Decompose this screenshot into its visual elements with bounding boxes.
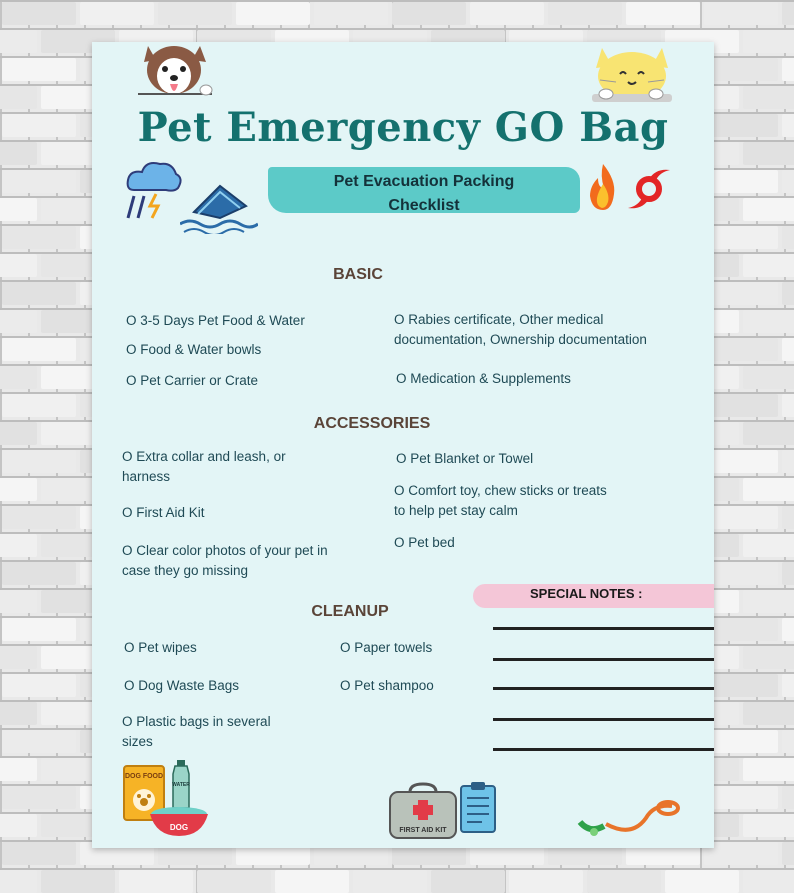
brick xyxy=(743,590,794,613)
brick xyxy=(704,506,778,529)
brick xyxy=(2,786,76,809)
brick xyxy=(743,534,794,557)
brick xyxy=(0,30,37,53)
brick xyxy=(0,870,37,893)
fire-icon xyxy=(586,162,620,212)
brick xyxy=(743,310,794,333)
checklist-item[interactable]: O 3-5 Days Pet Food & Water xyxy=(126,313,305,328)
checklist-item[interactable]: O Food & Water bowls xyxy=(126,342,262,357)
storm-cloud-icon xyxy=(122,156,184,220)
cat-icon xyxy=(590,44,674,104)
brick xyxy=(782,674,794,697)
svg-text:DOG FOOD: DOG FOOD xyxy=(124,773,164,780)
brick xyxy=(704,786,778,809)
brick xyxy=(353,870,427,893)
brick xyxy=(782,2,794,25)
checklist-item-continued: documentation, Ownership documentation xyxy=(394,332,647,347)
brick xyxy=(275,870,349,893)
checklist-item[interactable]: O Paper towels xyxy=(340,640,433,655)
brick xyxy=(0,534,37,557)
checklist-page xyxy=(92,42,714,848)
brick xyxy=(782,618,794,641)
brick xyxy=(704,842,778,865)
brick xyxy=(0,646,37,669)
brick xyxy=(782,730,794,753)
brick xyxy=(0,590,37,613)
checklist-item[interactable]: O Extra collar and leash, or xyxy=(122,449,286,464)
brick xyxy=(782,338,794,361)
brick xyxy=(704,170,778,193)
brick xyxy=(782,394,794,417)
brick xyxy=(704,226,778,249)
brick xyxy=(2,842,76,865)
checklist-item[interactable]: O Comfort toy, chew sticks or treats xyxy=(394,483,607,498)
brick xyxy=(0,142,37,165)
brick xyxy=(665,870,739,893)
brick xyxy=(704,2,778,25)
clipboard-icon xyxy=(458,782,498,834)
brick xyxy=(782,450,794,473)
brick xyxy=(392,2,466,25)
brick xyxy=(119,870,193,893)
note-line[interactable] xyxy=(493,718,714,721)
brick xyxy=(41,870,115,893)
brick xyxy=(704,394,778,417)
note-line[interactable] xyxy=(493,658,714,661)
brick xyxy=(2,730,76,753)
checklist-item[interactable]: O Rabies certificate, Other medical xyxy=(394,312,604,327)
brick xyxy=(743,86,794,109)
note-line[interactable] xyxy=(493,627,714,630)
first-aid-kit-icon xyxy=(388,782,458,842)
brick xyxy=(704,730,778,753)
brick xyxy=(626,2,700,25)
brick xyxy=(2,282,76,305)
checklist-item[interactable]: O Plastic bags in several xyxy=(122,714,271,729)
brick xyxy=(2,450,76,473)
brick xyxy=(2,2,76,25)
brick xyxy=(704,114,778,137)
brick xyxy=(0,254,37,277)
brick xyxy=(0,758,37,781)
brick xyxy=(0,422,37,445)
brick xyxy=(236,2,310,25)
brick xyxy=(743,142,794,165)
brick xyxy=(197,870,271,893)
brick xyxy=(704,58,778,81)
brick xyxy=(782,562,794,585)
checklist-item[interactable]: O First Aid Kit xyxy=(122,505,205,520)
brick xyxy=(782,170,794,193)
brick xyxy=(743,30,794,53)
checklist-item-continued: sizes xyxy=(122,734,153,749)
water-bottle-icon xyxy=(170,760,192,810)
leash-collar-icon xyxy=(576,798,680,842)
svg-text:DOG: DOG xyxy=(169,823,189,832)
checklist-item-continued: to help pet stay calm xyxy=(394,503,518,518)
brick xyxy=(0,702,37,725)
brick xyxy=(2,58,76,81)
section-heading-basic: BASIC xyxy=(333,266,383,283)
brick xyxy=(2,170,76,193)
brick xyxy=(704,618,778,641)
brick xyxy=(704,338,778,361)
page-subtitle: Pet Evacuation Packing Checklist xyxy=(333,173,515,214)
brick xyxy=(470,2,544,25)
brick xyxy=(782,786,794,809)
brick xyxy=(2,114,76,137)
brick xyxy=(431,870,505,893)
brick xyxy=(704,674,778,697)
brick xyxy=(743,422,794,445)
brick xyxy=(0,86,37,109)
brick xyxy=(704,562,778,585)
hurricane-icon xyxy=(626,166,672,212)
brick xyxy=(782,506,794,529)
brick xyxy=(743,870,794,893)
brick xyxy=(2,394,76,417)
checklist-item-continued: harness xyxy=(122,469,171,484)
brick xyxy=(2,506,76,529)
page-title: Pet Emergency GO Bag xyxy=(137,104,669,151)
checklist-item[interactable]: O Pet Carrier or Crate xyxy=(126,373,259,388)
flood-house-icon xyxy=(180,182,258,234)
brick xyxy=(782,226,794,249)
brick xyxy=(743,702,794,725)
checklist-item[interactable]: O Medication & Supplements xyxy=(396,371,571,386)
checklist-item[interactable]: O Pet wipes xyxy=(124,640,197,655)
checklist-item-continued: case they go missing xyxy=(122,563,249,578)
dog-icon xyxy=(136,42,214,100)
brick xyxy=(2,338,76,361)
section-heading-accessories: ACCESSORIES xyxy=(313,415,431,432)
brick xyxy=(743,814,794,837)
brick xyxy=(782,842,794,865)
brick xyxy=(704,450,778,473)
brick xyxy=(587,870,661,893)
brick xyxy=(0,310,37,333)
brick xyxy=(782,114,794,137)
brick xyxy=(2,618,76,641)
brick xyxy=(743,366,794,389)
checklist-item[interactable]: O Clear color photos of your pet in xyxy=(122,543,328,558)
dog-bowl-icon xyxy=(146,806,212,840)
brick xyxy=(0,478,37,501)
brick xyxy=(0,198,37,221)
note-line[interactable] xyxy=(493,687,714,690)
brick xyxy=(743,758,794,781)
brick xyxy=(314,2,388,25)
note-line[interactable] xyxy=(493,748,714,751)
brick xyxy=(158,2,232,25)
svg-text:WATER: WATER xyxy=(172,782,190,788)
brick xyxy=(0,366,37,389)
brick xyxy=(2,674,76,697)
brick xyxy=(80,2,154,25)
brick xyxy=(704,282,778,305)
svg-text:FIRST AID KIT: FIRST AID KIT xyxy=(399,827,447,834)
brick xyxy=(782,58,794,81)
brick xyxy=(782,282,794,305)
special-notes-label: SPECIAL NOTES : xyxy=(530,586,643,601)
brick xyxy=(743,478,794,501)
brick xyxy=(743,646,794,669)
checklist-item[interactable]: O Pet bed xyxy=(394,535,455,550)
checklist-item[interactable]: O Dog Waste Bags xyxy=(124,678,240,693)
brick xyxy=(743,254,794,277)
brick xyxy=(548,2,622,25)
brick xyxy=(509,870,583,893)
checklist-item[interactable]: O Pet shampoo xyxy=(340,678,434,693)
brick xyxy=(2,226,76,249)
checklist-item[interactable]: O Pet Blanket or Towel xyxy=(396,451,534,466)
brick xyxy=(0,814,37,837)
section-heading-cleanup: CLEANUP xyxy=(311,603,389,620)
brick xyxy=(2,562,76,585)
brick xyxy=(743,198,794,221)
